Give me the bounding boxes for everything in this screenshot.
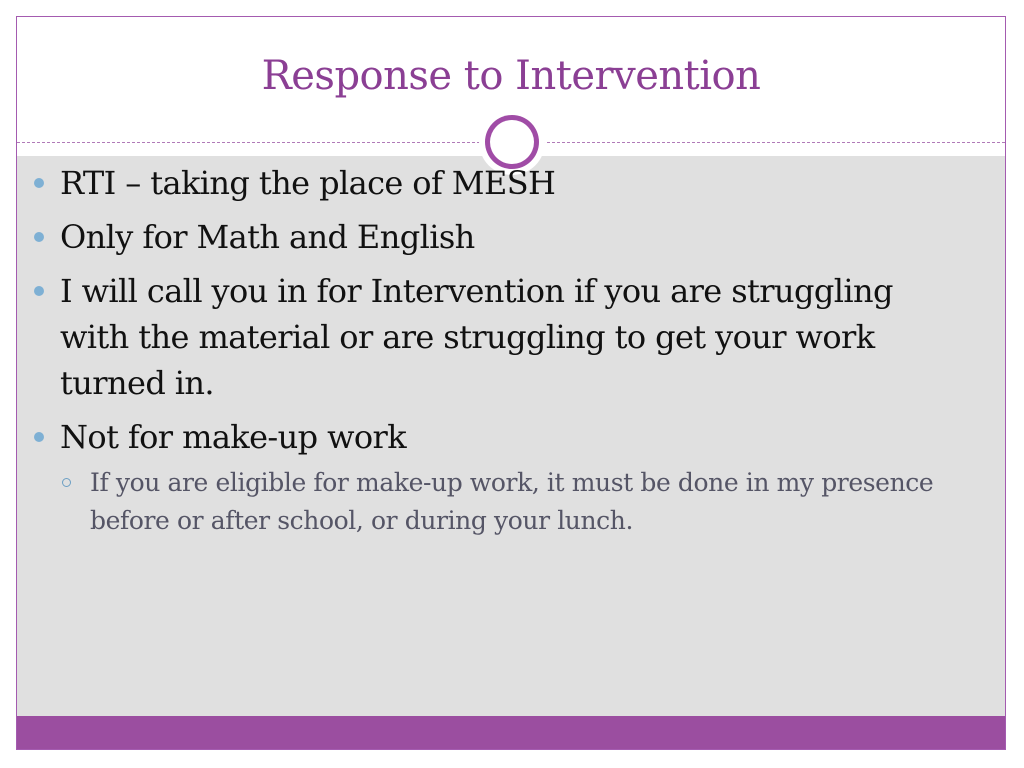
filled-circle-icon xyxy=(34,232,44,242)
bullet-item xyxy=(28,268,968,406)
sub-bullet-text: If you are eligible for make-up work, it must be done in my presence before or after school, or during your lunch. xyxy=(90,468,934,535)
bottom-bar xyxy=(17,716,1005,750)
bullet-list xyxy=(28,160,968,540)
bullet-item xyxy=(28,414,968,460)
filled-circle-icon xyxy=(34,178,44,188)
bullet-item xyxy=(28,214,968,260)
bullet-text: RTI – taking the place of MESH xyxy=(60,164,556,202)
bullet-item xyxy=(28,160,968,206)
hollow-circle-icon xyxy=(62,478,71,487)
bullet-text: Only for Math and English xyxy=(60,218,475,256)
ring-ornament-center xyxy=(490,120,534,164)
sub-bullet-item xyxy=(60,464,968,540)
slide-title: Response to Intervention xyxy=(261,53,761,99)
bullet-text: Not for make-up work xyxy=(60,418,407,456)
filled-circle-icon xyxy=(34,432,44,442)
filled-circle-icon xyxy=(34,286,44,296)
bullet-text: I will call you in for Intervention if you are struggling with the material or are struggling to get your work turned in. xyxy=(60,272,893,402)
